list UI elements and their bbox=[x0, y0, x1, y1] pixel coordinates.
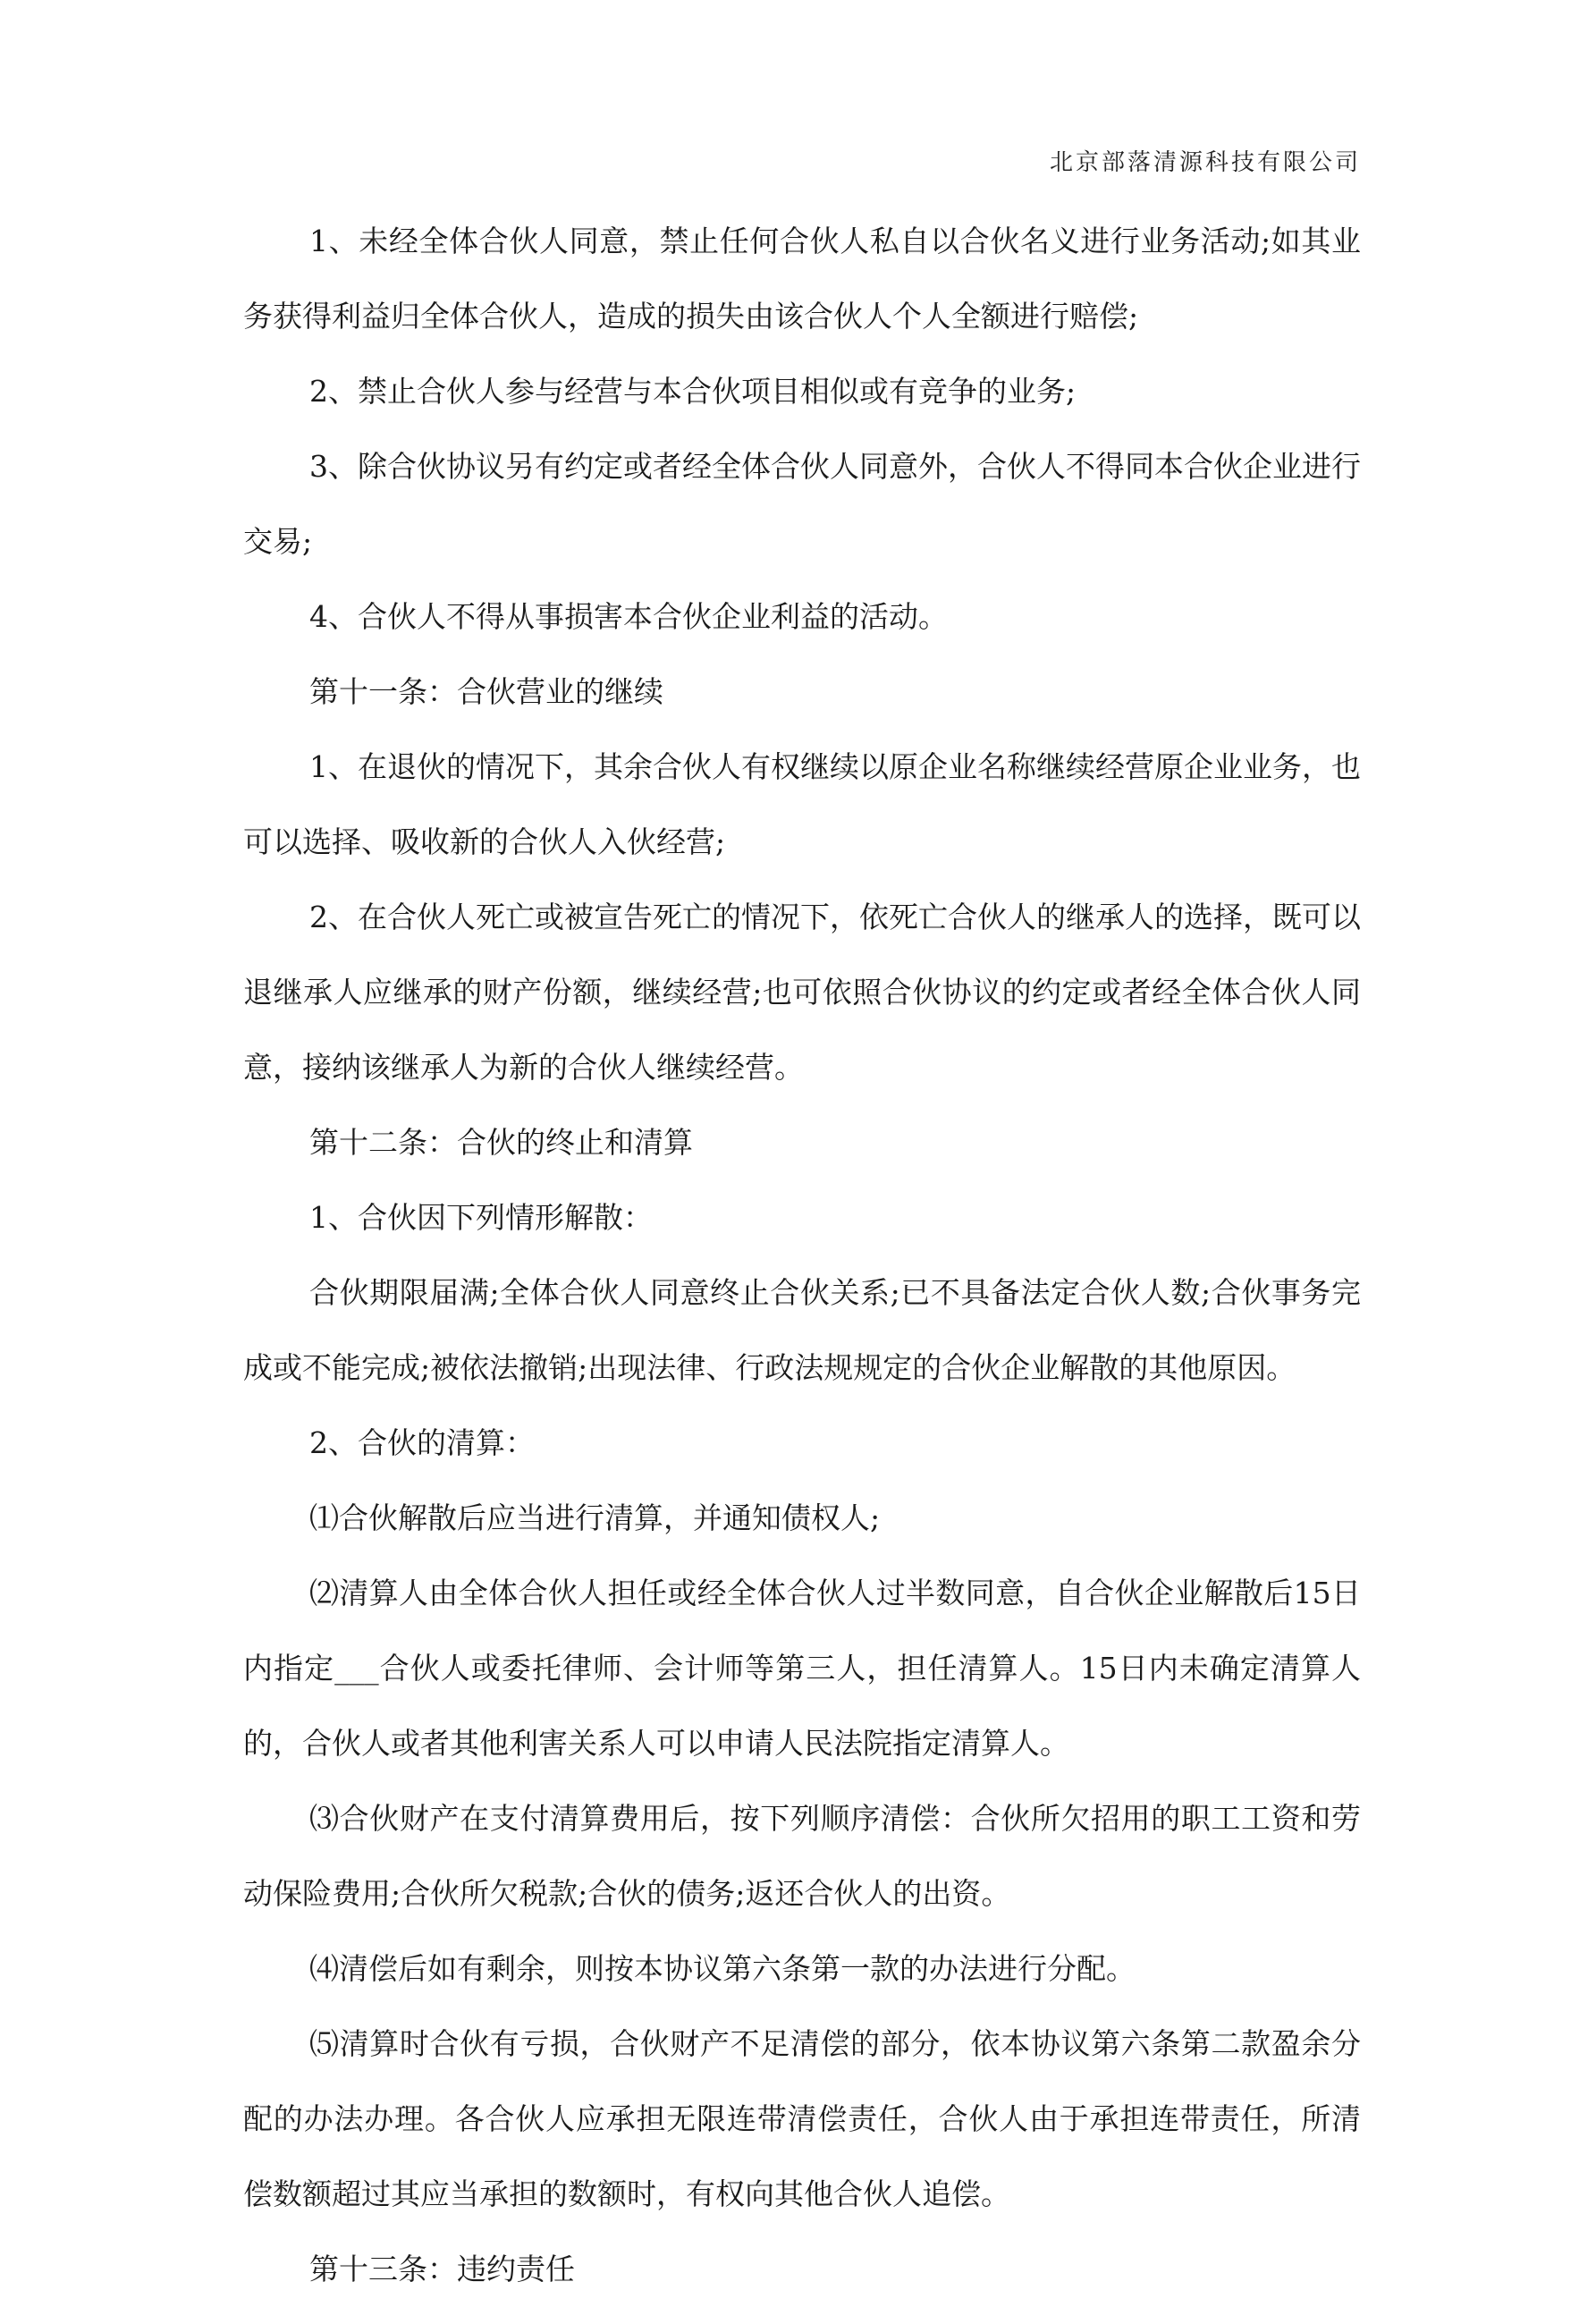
list-item: ⑸清算时合伙有亏损，合伙财产不足清偿的部分，依本协议第六条第二款盈余分配的办法办理。各合伙人应承担无限连带清偿责任，合伙人由于承担连带责任，所清偿数额超过其应当承担的数额时，有权向其他合伙人追偿。 bbox=[243, 2026, 1361, 2211]
paragraph: 3、除合伙协议另有约定或者经全体合伙人同意外，合伙人不得同本合伙企业进行交易; bbox=[243, 449, 1361, 559]
paragraph: 1、合伙因下列情形解散： bbox=[309, 1200, 653, 1235]
paragraph: 2、禁止合伙人参与经营与本合伙项目相似或有竞争的业务; bbox=[309, 374, 1077, 409]
paragraph: 1、在退伙的情况下，其余合伙人有权继续以原企业名称继续经营原企业业务，也可以选择、吸收新的合伙人入伙经营; bbox=[243, 749, 1361, 859]
section-heading: 第十一条：合伙营业的继续 bbox=[309, 674, 663, 709]
list-item: ⑶合伙财产在支付清算费用后，按下列顺序清偿：合伙所欠招用的职工工资和劳动保险费用;合伙所欠税款;合伙的债务;返还合伙人的出资。 bbox=[243, 1801, 1361, 1911]
section-heading: 第十二条：合伙的终止和清算 bbox=[309, 1125, 693, 1160]
paragraph: 2、在合伙人死亡或被宣告死亡的情况下，依死亡合伙人的继承人的选择，既可以退继承人应继承的财产份额，继续经营;也可依照合伙协议的约定或者经全体合伙人同意，接纳该继承人为新的合伙人继续经营。 bbox=[243, 900, 1361, 1085]
list-item: ⑵清算人由全体合伙人担任或经全体合伙人过半数同意，自合伙企业解散后15日内指定___合伙人或委托律师、会计师等第三人，担任清算人。15日内未确定清算人的，合伙人或者其他利害关系人可以申请人民法院指定清算人。 bbox=[243, 1576, 1361, 1761]
list-item: ⑷清偿后如有剩余，则按本协议第六条第一款的办法进行分配。 bbox=[309, 1951, 1136, 1986]
section-heading: 第十三条：违约责任 bbox=[309, 2252, 575, 2286]
paragraph: 1、未经全体合伙人同意，禁止任何合伙人私自以合伙名义进行业务活动;如其业务获得利益归全体合伙人，造成的损失由该合伙人个人全额进行赔偿; bbox=[243, 224, 1361, 334]
paragraph: 4、合伙人不得从事损害本合伙企业利益的活动。 bbox=[309, 599, 948, 634]
paragraph: 合伙期限届满;全体合伙人同意终止合伙关系;已不具备法定合伙人数;合伙事务完成或不能完成;被依法撤销;出现法律、行政法规规定的合伙企业解散的其他原因。 bbox=[243, 1275, 1361, 1385]
list-item: ⑴合伙解散后应当进行清算，并通知债权人; bbox=[309, 1500, 881, 1535]
document-body bbox=[243, 204, 1361, 2307]
page-header-company: 北京部落清源科技有限公司 bbox=[1049, 149, 1361, 176]
paragraph: 2、合伙的清算： bbox=[309, 1425, 535, 1460]
